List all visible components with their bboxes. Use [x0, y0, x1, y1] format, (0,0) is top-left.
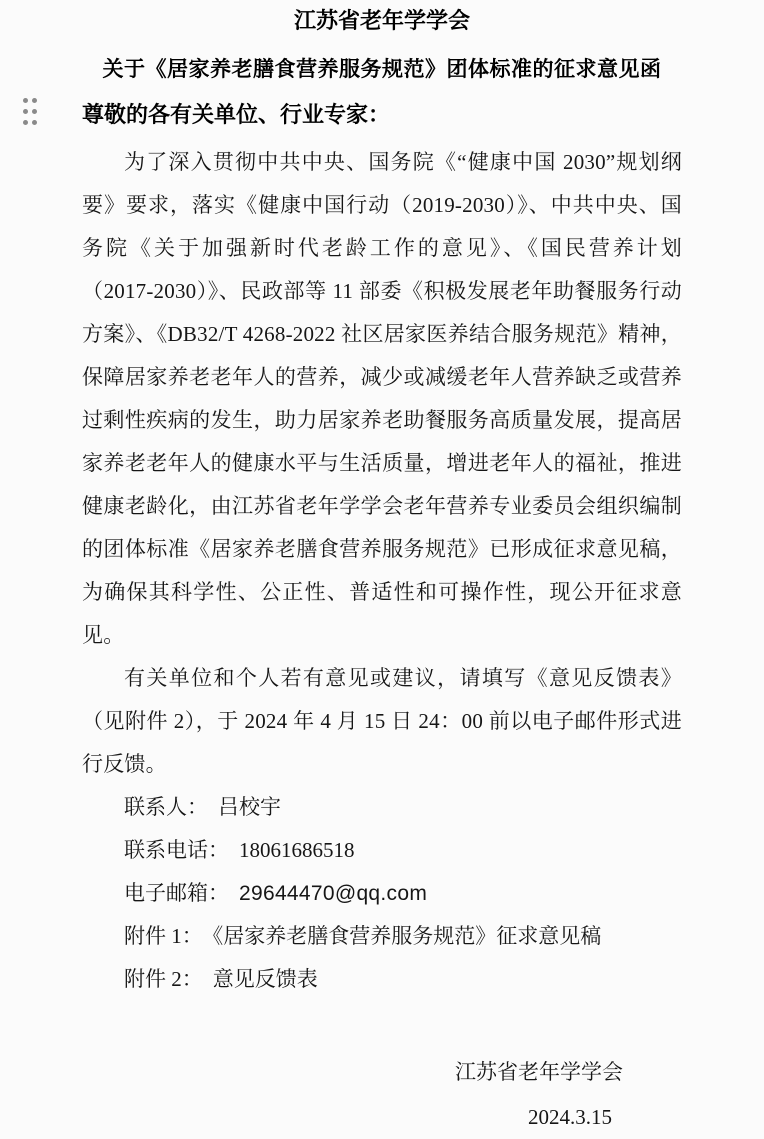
paragraph-2: 有关单位和个人若有意见或建议，请填写《意见反馈表》（见附件 2），于 2024 年 4 月 15 日 24：00 前以电子邮件形式进行反馈。	[82, 666, 682, 776]
signature-org: 江苏省老年学学会	[455, 1060, 623, 1084]
contact-phone-value: 18061686518	[239, 838, 355, 862]
contact-email-value: 29644470@qq.com	[239, 882, 428, 905]
contact-phone-line	[82, 829, 682, 872]
contact-email-label: 电子邮箱：	[124, 881, 229, 905]
letter-body	[82, 141, 682, 1001]
document-subtitle: 关于《居家养老膳食营养服务规范》团体标准的征求意见函	[102, 58, 662, 81]
contact-person-line	[82, 786, 682, 829]
attachment-1-title: 《居家养老膳食营养服务规范》征求意见稿	[212, 924, 602, 948]
dot	[32, 98, 37, 103]
contact-email-line	[82, 872, 682, 915]
attachment-1-line	[82, 915, 682, 958]
attachment-2-line	[82, 958, 682, 1001]
salutation: 尊敬的各有关单位、行业专家：	[82, 102, 391, 127]
document-title: 江苏省老年学学会	[293, 8, 470, 33]
drag-handle-icon[interactable]	[23, 98, 37, 125]
contact-person-label: 联系人：	[124, 795, 208, 819]
contact-phone-label: 联系电话：	[124, 838, 229, 862]
attachment-2-title: 意见反馈表	[212, 967, 318, 991]
dot	[23, 120, 28, 125]
dot	[32, 109, 37, 114]
dot	[23, 98, 28, 103]
attachment-1-label: 附件 1：	[124, 924, 203, 948]
dot	[32, 120, 37, 125]
contact-person-value: 吕校宇	[218, 795, 281, 819]
paragraph-1: 为了深入贯彻中共中央、国务院《“健康中国 2030”规划纲要》要求，落实《健康中国行动（2019-2030）》、中共中央、国务院《关于加强新时代老龄工作的意见》、《国民营养计划（2017-2030）》、民政部等 11 部委《积极发展老年助餐服务行动方案》、《DB32/T 4268-2022 社区居家医养结合服务规范》精神，保障居家养老老年人的营养，减少或减缓老年人营养缺乏或营养过剩性疾病的发生，助力居家养老助餐服务高质量发展，提高居家养老老年人的健康水平与生活质量，增进老年人的福祉，推进健康老龄化，由江苏省老年学学会老年营养专业委员会组织编制的团体标准《居家养老膳食营养服务规范》已形成征求意见稿，为确保其科学性、公正性、普适性和可操作性，现公开征求意见。	[82, 150, 682, 647]
attachment-2-label: 附件 2：	[124, 967, 203, 991]
dot	[23, 109, 28, 114]
signature-date: 2024.3.15	[528, 1105, 612, 1129]
